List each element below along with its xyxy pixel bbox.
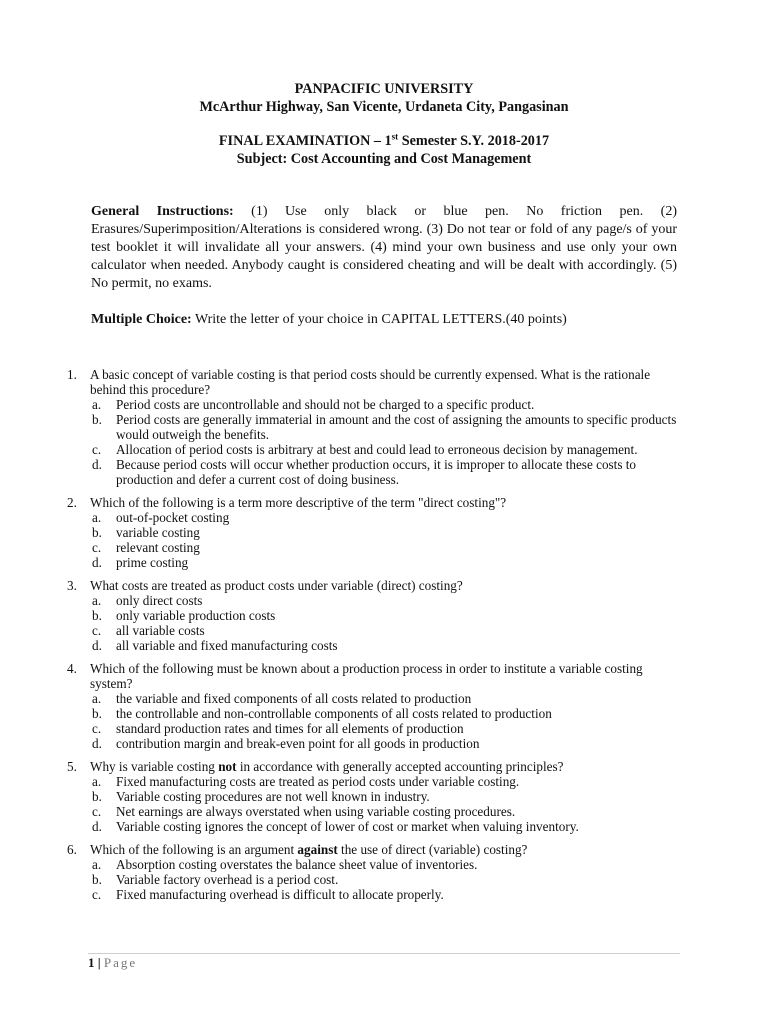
option-text: the variable and fixed components of all costs related to production xyxy=(116,691,472,706)
instructions-text: (1) Use only black or blue pen. No friction pen. (2) Erasures/Superimposition/Alterations is considered wrong. (3) Do not tear or fold of any page/s of your test booklet it will invalidate all your answers. (4) mind your own business and use only your own calculator when needed. Anybody caught is considered cheating and will be dealt with accordingly. (5) No permit, no exams. xyxy=(91,204,677,291)
page-word: Page xyxy=(103,955,138,970)
option-b xyxy=(90,872,687,887)
mc-label: Multiple Choice: xyxy=(91,312,192,327)
question-5 xyxy=(67,759,687,834)
question-number: 4. xyxy=(67,661,77,676)
question-2 xyxy=(67,495,687,570)
option-text: Fixed manufacturing overhead is difficult to allocate properly. xyxy=(116,887,444,902)
option-d xyxy=(90,638,687,653)
university-header xyxy=(0,80,768,116)
option-letter: c. xyxy=(92,623,102,638)
question-text xyxy=(90,759,687,774)
option-text: Variable factory overhead is a period cost. xyxy=(116,872,339,887)
option-a xyxy=(90,397,687,412)
option-text: all variable and fixed manufacturing costs xyxy=(116,638,338,653)
option-list xyxy=(90,510,687,570)
option-letter: a. xyxy=(92,691,102,706)
option-letter: b. xyxy=(92,872,102,887)
university-name: PANPACIFIC UNIVERSITY xyxy=(294,81,474,97)
question-3 xyxy=(67,578,687,653)
question-text-before: Which of the following is an argument xyxy=(90,842,298,857)
question-text-after: in accordance with generally accepted accounting principles? xyxy=(236,759,564,774)
option-text: only variable production costs xyxy=(116,608,276,623)
option-letter: d. xyxy=(92,555,102,570)
option-text: Because period costs will occur whether production occurs, it is improper to allocate these costs to production and defer a current cost of doing business. xyxy=(116,457,637,487)
option-b xyxy=(90,706,687,721)
option-c xyxy=(90,721,687,736)
question-1 xyxy=(67,367,687,487)
option-c xyxy=(90,442,687,457)
option-list xyxy=(90,774,687,834)
option-text: contribution margin and break-even point for all goods in production xyxy=(116,736,480,751)
option-letter: a. xyxy=(92,510,102,525)
option-d xyxy=(90,555,687,570)
option-text: standard production rates and times for all elements of production xyxy=(116,721,464,736)
question-text xyxy=(90,842,687,857)
question-number: 5. xyxy=(67,759,77,774)
option-d xyxy=(90,457,687,487)
option-a xyxy=(90,510,687,525)
page-number: 1 xyxy=(88,955,95,970)
question-4 xyxy=(67,661,687,751)
option-text: out-of-pocket costing xyxy=(116,510,230,525)
question-number: 1. xyxy=(67,367,77,382)
multiple-choice-instructions xyxy=(91,311,691,329)
exam-title-suffix: Semester S.Y. 2018-2017 xyxy=(398,133,550,149)
option-list xyxy=(90,397,687,487)
question-number: 2. xyxy=(67,495,77,510)
option-letter: a. xyxy=(92,774,102,789)
option-letter: d. xyxy=(92,736,102,751)
option-list xyxy=(90,857,687,902)
option-b xyxy=(90,412,687,442)
option-letter: d. xyxy=(92,457,102,472)
option-c xyxy=(90,623,687,638)
question-text: Which of the following is a term more descriptive of the term "direct costing"? xyxy=(90,495,507,510)
option-text: Variable costing ignores the concept of lower of cost or market when valuing inventory. xyxy=(116,819,579,834)
option-letter: c. xyxy=(92,804,102,819)
option-d xyxy=(90,819,687,834)
question-text-bold: not xyxy=(218,759,237,774)
university-address: McArthur Highway, San Vicente, Urdaneta City, Pangasinan xyxy=(199,99,569,115)
question-list xyxy=(67,367,687,910)
option-text: Allocation of period costs is arbitrary at best and could lead to erroneous decision by management. xyxy=(116,442,638,457)
option-text: prime costing xyxy=(116,555,189,570)
option-letter: b. xyxy=(92,525,102,540)
option-letter: d. xyxy=(92,819,102,834)
question-text-bold: against xyxy=(297,842,338,857)
option-b xyxy=(90,525,687,540)
option-c xyxy=(90,540,687,555)
question-text-after: the use of direct (variable) costing? xyxy=(337,842,528,857)
option-letter: b. xyxy=(92,706,102,721)
option-letter: b. xyxy=(92,789,102,804)
option-text: Variable costing procedures are not well known in industry. xyxy=(116,789,430,804)
option-a xyxy=(90,691,687,706)
option-a xyxy=(90,593,687,608)
option-letter: d. xyxy=(92,638,102,653)
question-text-before: Why is variable costing xyxy=(90,759,219,774)
option-b xyxy=(90,608,687,623)
option-letter: c. xyxy=(92,540,102,555)
question-text: Which of the following must be known about a production process in order to institute a variable costing system? xyxy=(90,661,643,691)
option-text: all variable costs xyxy=(116,623,205,638)
option-letter: b. xyxy=(92,412,102,427)
option-text: the controllable and non-controllable components of all costs related to production xyxy=(116,706,552,721)
option-text: Net earnings are always overstated when using variable costing procedures. xyxy=(116,804,516,819)
option-letter: a. xyxy=(92,397,102,412)
general-instructions xyxy=(91,203,677,293)
option-list xyxy=(90,593,687,653)
option-a xyxy=(90,857,687,872)
option-d xyxy=(90,736,687,751)
option-text: only direct costs xyxy=(116,593,203,608)
question-number: 6. xyxy=(67,842,77,857)
option-text: Absorption costing overstates the balance sheet value of inventories. xyxy=(116,857,478,872)
option-letter: c. xyxy=(92,442,102,457)
mc-text-after: .(40 points) xyxy=(502,312,567,327)
instructions-label: General Instructions: xyxy=(91,204,234,219)
question-number: 3. xyxy=(67,578,77,593)
option-list xyxy=(90,691,687,751)
option-text: variable costing xyxy=(116,525,200,540)
option-a xyxy=(90,774,687,789)
exam-subject: Subject: Cost Accounting and Cost Management xyxy=(236,151,532,167)
option-text: Period costs are uncontrollable and should not be charged to a specific product. xyxy=(116,397,535,412)
option-letter: a. xyxy=(92,593,102,608)
exam-title xyxy=(0,132,768,150)
option-letter: c. xyxy=(92,721,102,736)
page-footer xyxy=(88,955,137,971)
question-text: A basic concept of variable costing is that period costs should be currently expensed. What is the rationale behind this procedure? xyxy=(90,367,651,397)
question-6 xyxy=(67,842,687,902)
option-letter: c. xyxy=(92,887,102,902)
option-c xyxy=(90,804,687,819)
question-text: What costs are treated as product costs under variable (direct) costing? xyxy=(90,578,463,593)
mc-emphasis: CAPITAL LETTERS xyxy=(381,312,503,327)
exam-title-sup: st xyxy=(391,131,399,142)
option-text: Period costs are generally immaterial in amount and the cost of assigning the amounts to specific products would outweigh the benefits. xyxy=(116,412,677,442)
option-b xyxy=(90,789,687,804)
page-separator: | xyxy=(94,955,104,970)
mc-text-before: Write the letter of your choice in xyxy=(191,312,382,327)
option-text: relevant costing xyxy=(116,540,200,555)
option-text: Fixed manufacturing costs are treated as period costs under variable costing. xyxy=(116,774,520,789)
option-letter: b. xyxy=(92,608,102,623)
option-c xyxy=(90,887,687,902)
footer-divider xyxy=(88,953,680,954)
option-letter: a. xyxy=(92,857,102,872)
exam-title-prefix: FINAL EXAMINATION – 1 xyxy=(218,133,392,149)
exam-header xyxy=(0,132,768,168)
